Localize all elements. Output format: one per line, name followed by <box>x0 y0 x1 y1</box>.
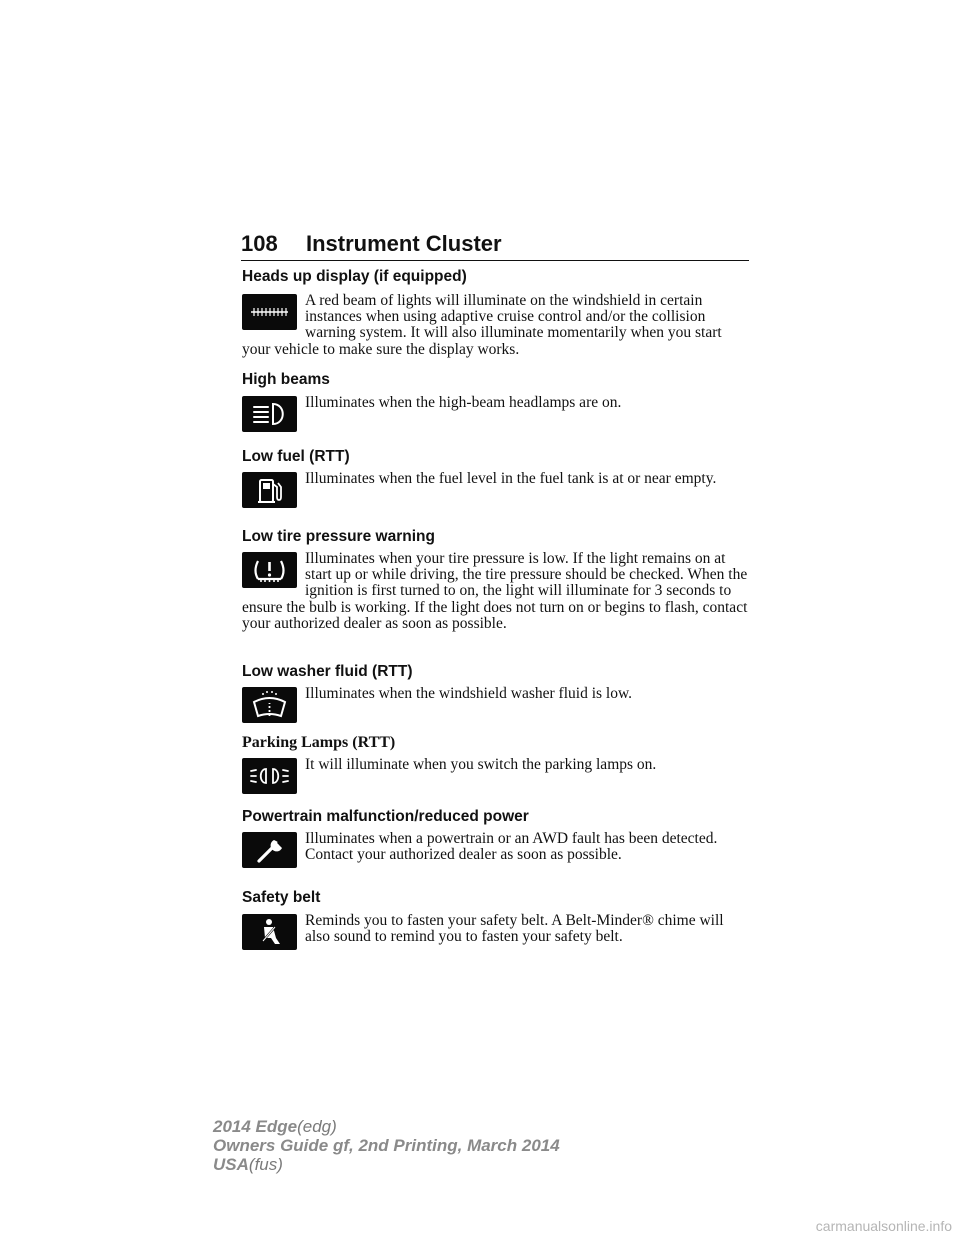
section-title: Instrument Cluster <box>306 231 502 256</box>
entry-text-powertrain: Illuminates when a powertrain or an AWD fault has been detected. Contact your authorized dealer as soon as possible. <box>305 830 718 864</box>
entry-text-heads-up-display: A red beam of lights will illuminate on the windshield in certain instances when using adaptive cruise control and/or the collision warning system. It will also illuminate momentarily when you start your vehicle to make sure the display works. <box>242 292 722 358</box>
entry-text-parking-lamps: It will illuminate when you switch the parking lamps on. <box>305 756 657 773</box>
entry-text-high-beams: Illuminates when the high-beam headlamps are on. <box>305 394 622 411</box>
footer-line-region: USA(fus) <box>213 1155 283 1174</box>
entry-title-high-beams: High beams <box>242 371 330 388</box>
page-number: 108 <box>241 231 278 256</box>
entry-title-low-fuel: Low fuel (RTT) <box>242 448 350 465</box>
entry-title-powertrain: Powertrain malfunction/reduced power <box>242 808 529 825</box>
entry-title-heads-up-display: Heads up display (if equipped) <box>242 268 467 285</box>
entry-title-low-washer-fluid: Low washer fluid (RTT) <box>242 663 413 680</box>
entry-text-low-washer-fluid: Illuminates when the windshield washer fluid is low. <box>305 685 633 702</box>
entry-text-low-fuel: Illuminates when the fuel level in the fuel tank is at or near empty. <box>305 470 717 487</box>
entry-text-safety-belt: Reminds you to fasten your safety belt. A Belt-Minder® chime will also sound to remind you to fasten your safety belt. <box>305 912 724 946</box>
footer-line-printing: Owners Guide gf, 2nd Printing, March 2014 <box>213 1136 560 1155</box>
entry-title-parking-lamps: Parking Lamps (RTT) <box>242 734 396 751</box>
entry-title-safety-belt: Safety belt <box>242 889 321 906</box>
page-header <box>241 232 749 261</box>
footer-line-model: 2014 Edge(edg) <box>213 1117 337 1136</box>
entry-title-low-tire-pressure: Low tire pressure warning <box>242 528 435 545</box>
site-watermark: carmanualsonline.info <box>815 1218 952 1234</box>
entry-text-low-tire-pressure: Illuminates when your tire pressure is low. If the light remains on at start up or while driving, the tire pressure should be checked. When the ignition is first turned to on, the light will illuminate for 3 seconds to ensure the bulb is working. If the light does not turn on or begins to flash, contact your authorized dealer as soon as possible. <box>242 550 748 632</box>
document-footer <box>213 1117 560 1174</box>
